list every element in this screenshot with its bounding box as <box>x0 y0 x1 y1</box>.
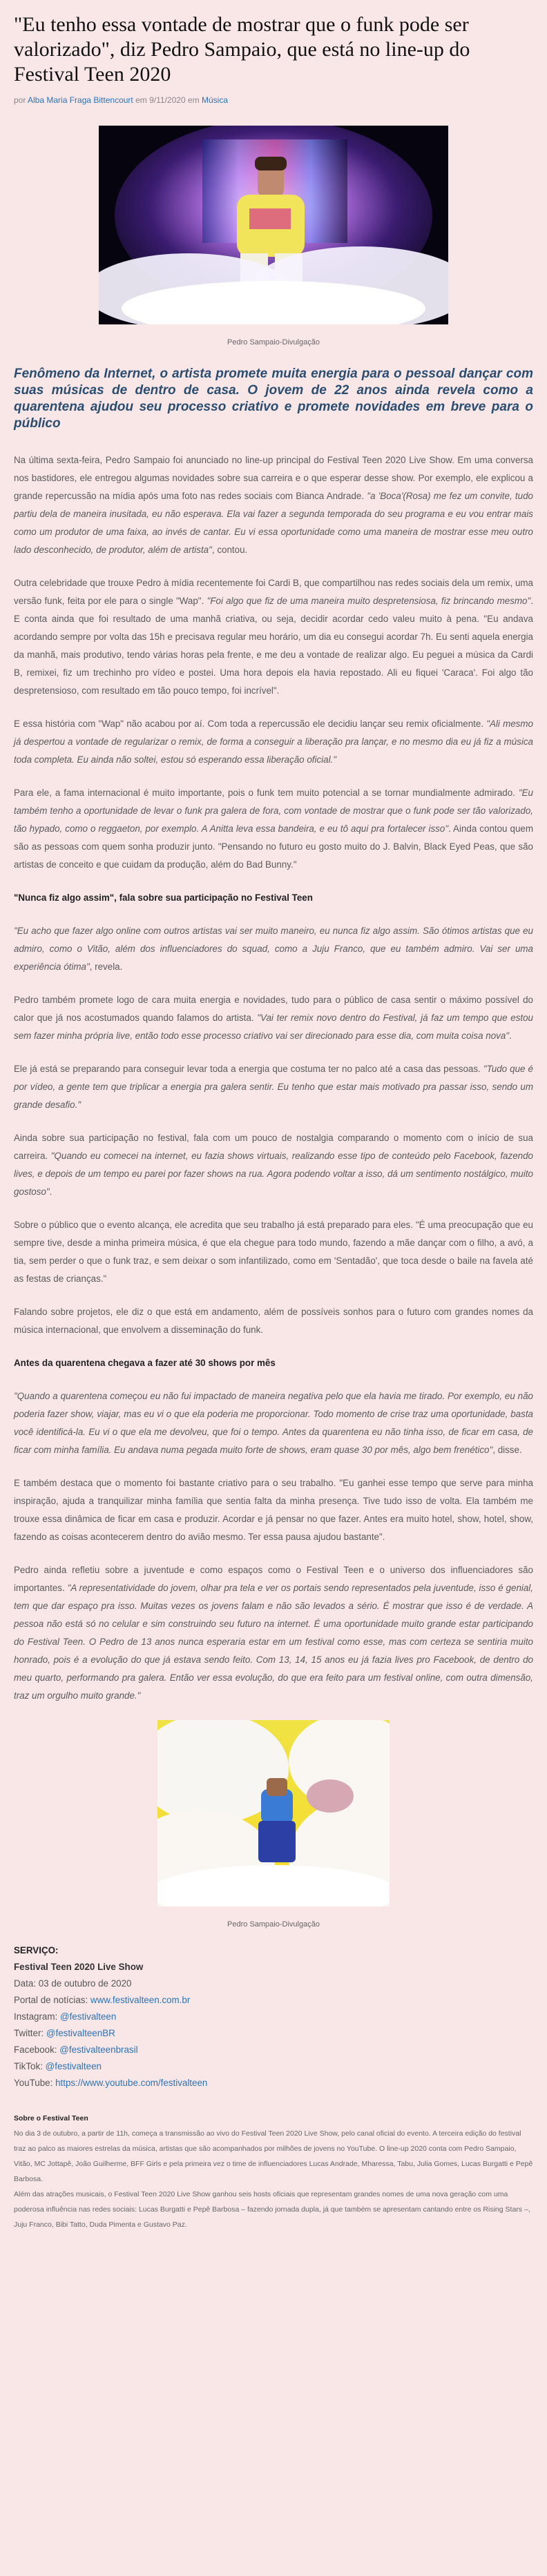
hero-caption: Pedro Sampaio-Divulgação <box>227 338 320 347</box>
services-tiktok-row <box>14 2058 533 2075</box>
about-paragraph: No dia 3 de outubro, a partir de 11h, começa a transmissão ao vivo do Festival Teen 2020 Live Show, pelo canal oficial do evento. A terceira edição do festival traz ao palco as maiores estrelas da música, artistas que são acompanhados por milhões de jovens no YouTube. O line-up 2020 conta com Pedro Sampaio, Vitão, MC Jottapê, João Guilherme, BFF Girls e pela primeira vez o time de influenciadores Lucas Andrade, Mharessa, Tabu, Julia Gomes, Lucas Burgatti e Pepê Barbosa. <box>14 2129 533 2183</box>
paragraph-text: Ele já está se preparando para conseguir levar toda a energia que costuma ter no palco até a casa das pessoas. <box>14 1064 483 1074</box>
paragraph-text: E essa história com "Wap" não acabou por aí. Com toda a repercussão ele decidiu lançar seu remix oficialmente. <box>14 719 487 729</box>
services-event: Festival Teen 2020 Live Show <box>14 1962 144 1972</box>
quote-text: "a 'Boca'(Rosa) me fez um convite, tudo partiu dela de maneira inusitada, eu não esperava. Ela vai fazer a segunda temporada do seu programa e eu vou entrar mais como um produtor de uma faixa, ao invés de cantar. Eu vi essa oportunidade como uma maneira de mostrar esse meu outro lado desconhecido, de produtor, além de artista" <box>14 491 533 555</box>
section-heading: Antes da quarentena chegava a fazer até 30 shows por mês <box>14 1358 276 1368</box>
body-paragraph <box>14 1561 533 1705</box>
services-portal-row <box>14 1992 533 2009</box>
paragraph-text: Falando sobre projetos, ele diz o que está em andamento, além de possíveis sonhos para o futuro com grandes nomes da música internacional, que envolvem a disseminação do funk. <box>14 1307 533 1335</box>
meta-in: em <box>187 95 200 105</box>
about-paragraph: Além das atrações musicais, o Festival Teen 2020 Live Show ganhou seis hosts oficiais que representam grandes nomes de uma nova geração com uma poderosa influência nas redes sociais: Lucas Burgatti e Pepê Barbosa – fazendo jornada dupla, já que também se apresentam cantando entre os Rising Stars –, Juju Franco, Bibi Tatto, Duda Pimenta e Gustavo Paz. <box>14 2190 530 2229</box>
instagram-label: Instagram: <box>14 2011 60 2022</box>
body-paragraph <box>14 574 533 700</box>
services-instagram-row <box>14 2009 533 2025</box>
services-youtube-row <box>14 2075 533 2091</box>
paragraph-text: Pedro também promete logo de cara muita energia e novidades, tudo para o público de casa sentir o máximo possível do calor que já nos acostumados quando falamos do artista. <box>14 995 533 1023</box>
body-paragraph <box>14 451 533 559</box>
paragraph-text: , contou. <box>211 545 248 555</box>
twitter-link[interactable]: @festivalteenBR <box>46 2028 115 2038</box>
quote-text: "Quando eu comecei na internet, eu fazia shows virtuais, realizando esse tipo de conteúdo pelo Facebook, fazendo lives, e depois de um tempo eu parei por fazer shows na rua. Agora podendo voltar a isso, dá um sentimento nostálgico, muito gostoso" <box>14 1151 533 1197</box>
quote-text: "Eu também tenho a oportunidade de levar o funk pra galera de fora, com vontade de mostrar que o funk pode ser tão valorizado, tão hypado, como o reggaeton, por exemplo. A Anitta leva essa bandeira, e eu tô aqui pra fortalecer isso" <box>14 788 533 834</box>
hero-figure <box>14 126 533 347</box>
services-facebook-row <box>14 2042 533 2058</box>
body-paragraph <box>14 784 533 874</box>
body-paragraph <box>14 922 533 976</box>
facebook-link[interactable]: @festivalteenbrasil <box>59 2045 138 2055</box>
body-paragraph <box>14 1216 533 1288</box>
quote-text: "Tudo que é por vídeo, a gente tem que triplicar a energia pra galera sentir. Eu tenho que estar mais motivado pra passar isso, sendo um grande desafio." <box>14 1064 533 1110</box>
paragraph-text: E também destaca que o momento foi bastante criativo para o seu trabalho. "Eu ganhei esse tempo que serve para minha inspiração, ajuda a tranquilizar minha família que sentia falta da minha presença. Tive tudo isso de volta. Ela também me trouxe essa dinâmica de ficar em casa e produzir. Acordar e já pensar no que fazer. Antes era muito hotel, show, hotel, show, fazendo as coisas acontecerem dentro do avião mesmo. Ter essa pausa ajudou bastante". <box>14 1478 533 1542</box>
facebook-label: Facebook: <box>14 2045 60 2055</box>
paragraph-text: Outra celebridade que trouxe Pedro à mídia recentemente foi Cardi B, que compartilhou nas redes sociais dela um remix, uma versão funk, feita por ele para o single "Wap". <box>14 578 533 606</box>
services-title: SERVIÇO: <box>14 1945 59 1955</box>
meta-by: por <box>14 95 26 105</box>
youtube-link[interactable]: https://www.youtube.com/festivalteen <box>55 2078 208 2088</box>
quote-text: "A representatividade do jovem, olhar pra tela e ver os portais sendo representados pela juventude, isso é genial, tem que dar espaço pra isso. Muitas vezes os jovens falam e não são levados a sério. É mostrar que isso é de verdade. A pessoa não está só no celular e sim construindo seu futuro na internet. É uma oportunidade muito grande estar participando do Festival Teen. O Pedro de 13 anos nunca esperaria estar em um festival como esse, mas com certeza se sentiria muito honrado, pois é a evolução do que já estava sendo feito. Com 13, 14, 15 anos eu já fazia lives pro Facebook, de dentro do meu quarto, performando pra galera. Então ver essa evolução, do que era feito para um festival online, com outra dimensão, traz um orgulho muito grande." <box>14 1583 534 1701</box>
paragraph-text: . <box>49 1187 52 1197</box>
tiktok-label: TikTok: <box>14 2061 46 2071</box>
second-caption: Pedro Sampaio-Divulgação <box>227 1920 320 1929</box>
article-body <box>14 451 533 1705</box>
body-paragraph <box>14 991 533 1045</box>
paragraph-text: Para ele, a fama internacional é muito importante, pois o funk tem muito potencial a se tornar mundialmente admirado. <box>14 788 519 798</box>
paragraph-text: Ainda sobre sua participação no festival, fala com um pouco de nostalgia comparando o momento com o início de sua carreira. <box>14 1133 533 1161</box>
instagram-link[interactable]: @festivalteen <box>59 2011 117 2022</box>
second-photo <box>157 1720 390 1906</box>
hero-photo <box>99 126 448 324</box>
body-paragraph <box>14 1060 533 1114</box>
twitter-label: Twitter: <box>14 2028 46 2038</box>
paragraph-text: , revela. <box>89 962 123 972</box>
paragraph-text: Sobre o público que o evento alcança, ele acredita que seu trabalho já está preparado para eles. "É uma preocupação que eu sempre tive, desde a minha primeira música, é que ela chegue para todo mundo, fazendo a mãe dançar com o filho, a avó, a tia, sem perder o que o funk traz, e sem deixar o som infantilizado, como em 'Sentadão', que toca desde o baile na favela até as festas de crianças." <box>14 1220 533 1284</box>
quote-text: "Quando a quarentena começou eu não fui impactado de maneira negativa pelo que ela havia me tirado. Por exemplo, eu não poderia fazer show, viajar, mas eu vi o que ela poderia me proporcionar. Todo momento de crise traz uma oportunidade, basta você identificá-la. Eu vi o que ela me devolveu, que foi o tempo. Antes da quarentena eu não tinha isso, de ficar em casa, de ficar com minha família. Eu andava numa pegada muito forte de shows, eram quase 30 por mês, algo bem frenético" <box>14 1391 533 1455</box>
services-block <box>14 1942 533 2091</box>
portal-link[interactable]: www.festivalteen.com.br <box>90 1995 191 2005</box>
youtube-label: YouTube: <box>14 2078 56 2088</box>
meta-on: em <box>135 95 147 105</box>
portal-label: Portal de notícias: <box>14 1995 90 2005</box>
body-paragraph <box>14 1129 533 1201</box>
services-date: Data: 03 de outubro de 2020 <box>14 1978 132 1989</box>
article-lead: Fenômeno da Internet, o artista promete muita energia para o pessoal dançar com suas músicas de dentro de casa. O jovem de 22 anos ainda revela como a quarentena ajudou seu processo criativo e promete novidades em breve para o público <box>14 367 533 431</box>
body-paragraph <box>14 1303 533 1339</box>
quote-text: "Ali mesmo já despertou a vontade de regularizar o remix, de forma a conseguir a liberação pra lançar, e no mesmo dia eu já fiz a música toda completa. Eu ainda não soltei, estou só esperando essa liberação oficial." <box>14 719 533 765</box>
body-paragraph <box>14 715 533 769</box>
quote-text: "Foi algo que fiz de uma maneira muito despretensiosa, fiz brincando mesmo" <box>207 596 531 606</box>
section-heading: "Nunca fiz algo assim", fala sobre sua participação no Festival Teen <box>14 892 313 903</box>
about-title: Sobre o Festival Teen <box>14 2114 88 2123</box>
article-title: "Eu tenho essa vontade de mostrar que o funk pode ser valorizado", diz Pedro Sampaio, que está no line-up do Festival Teen 2020 <box>14 13 470 86</box>
paragraph-text: . <box>509 1031 512 1041</box>
tiktok-link[interactable]: @festivalteen <box>45 2061 102 2071</box>
body-paragraph <box>14 1387 533 1459</box>
paragraph-text: . Ainda contou quem são as pessoas com quem sonha produzir junto. "Pensando no futuro eu gosto muito do J. Balvin, Black Eyed Peas, que são artistas de conceito e que cuidam da produção, além do Bad Bunny." <box>14 823 534 870</box>
quote-text: "Vai ter remix novo dentro do Festival, já faz um tempo que estou sem fazer minha própria live, então todo esse processo criativo vai ser direcionado para esse dia, com muita coisa nova" <box>14 1013 534 1041</box>
paragraph-text: , disse. <box>492 1445 522 1455</box>
paragraph-text: Pedro ainda refletiu sobre a juventude e como espaços como o Festival Teen e o universo dos influenciadores são importantes. <box>14 1565 533 1593</box>
body-paragraph <box>14 1474 533 1546</box>
services-twitter-row <box>14 2025 533 2042</box>
paragraph-text: . E conta ainda que foi resultado de uma manhã criativa, ou seja, decidir acordar cedo valeu muito à pena. "Eu andava acordando sempre por volta das 15h e precisava regular meu horário, um dia eu consegui acordar 7h. Eu senti aquela energia da manhã, mais produtivo, tendo várias horas pela frente, e me deu a vontade de realizar algo. Eu peguei a música da Cardi B, remixei, fiz um trechinho pro vídeo e postei. Uma hora depois ela havia repostado. Ali eu fiquei 'Caraca'. Foi algo tão despretensioso, com resultado em tão pouco tempo, foi incrível". <box>14 596 533 696</box>
category-link[interactable]: Música <box>201 95 228 105</box>
quote-text: "Eu acho que fazer algo online com outros artistas vai ser muito maneiro, eu nunca fiz algo assim. São ótimos artistas que eu admiro, como o Vitão, além dos influenciadores do squad, como a Juju Franco, que eu também admiro. Vai ser uma experiência ótima" <box>14 926 533 972</box>
paragraph-text: Na última sexta-feira, Pedro Sampaio foi anunciado no line-up principal do Festival Teen 2020 Live Show. Em uma conversa nos bastidores, ele entregou algumas novidades sobre sua carreira e o que esperar desse show. Por exemplo, ele explicou a grande repercussão na mídia após uma foto nas redes sociais com Bianca Andrade. <box>14 455 533 501</box>
author-link[interactable]: Alba Maria Fraga Bittencourt <box>28 95 133 105</box>
article-date: 9/11/2020 <box>149 95 186 105</box>
second-figure <box>14 1720 533 1929</box>
about-block <box>14 2111 533 2232</box>
article-meta <box>14 95 533 105</box>
